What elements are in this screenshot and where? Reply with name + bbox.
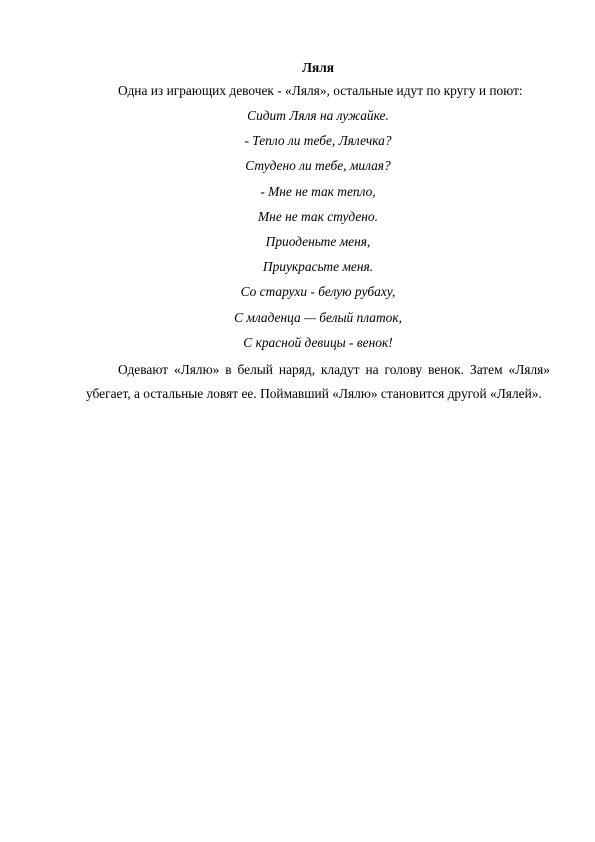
song-verse (86, 106, 550, 352)
verse-line: Со старухи - белую рубаху, (240, 284, 396, 300)
verse-line: - Мне не так тепло, (260, 183, 376, 199)
verse-line: Мне не так студено. (258, 208, 378, 224)
verse-line: Студено ли тебе, милая? (245, 158, 391, 174)
verse-line: С младенца — белый платок, (234, 309, 402, 325)
game-rules-paragraph: Одевают «Лялю» в белый наряд, кладут на голову венок. Затем «Ляля» убегает, а остальные ловят ее. Поймавший «Лялю» становится другой «Лялей». (86, 361, 550, 402)
verse-line: Сидит Ляля на лужайке. (247, 108, 389, 123)
verse-line: Приукрасьте меня. (262, 259, 374, 275)
verse-line: С красной девицы - венок! (243, 334, 393, 350)
document-body (86, 58, 550, 407)
intro-paragraph: Одна из играющих девочек - «Ляля», остальные идут по кругу и поют: (118, 83, 523, 98)
verse-line: Приоденьте меня, (265, 233, 371, 249)
verse-line: - Тепло ли тебе, Лялечка? (244, 133, 392, 149)
document-title: Ляля (302, 60, 334, 75)
